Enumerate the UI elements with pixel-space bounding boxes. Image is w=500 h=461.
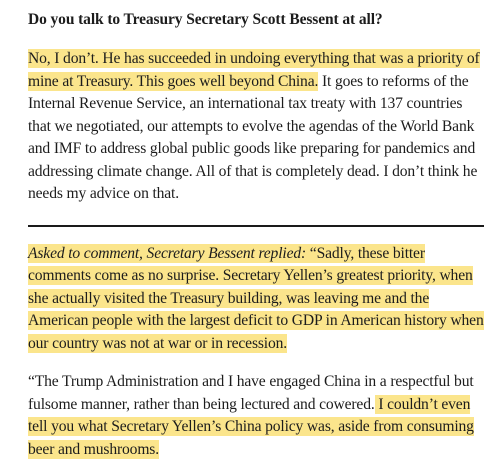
interview-question: Do you talk to Treasury Secretary Scott Bessent at all? [28,11,383,28]
response-quote-1: “Sadly, these bitter comments come as no surprise. Secretary Yellen’s greatest priority, when she actually visited the Treasury building, was leaving me and the American people with the largest deficit to GDP in American history when our country was not at war or in recession. [28,244,484,352]
response-quote-2-plain: “The Trump Administration and I have engaged China in a respectful but fulsome manner, rather than being lectured and cowered. [28,373,474,413]
response-paragraph-1 [28,243,484,356]
paragraph-gap [28,355,484,371]
highlighted-response-2: I couldn’t even tell you what Secretary Yellen’s China policy was, aside from consuming beer and mushrooms. [28,395,474,458]
highlighted-response-1 [28,244,484,353]
article-excerpt [28,10,484,461]
response-lead-italic: Asked to comment, Secretary Bessent replied: [28,244,307,262]
highlighted-answer-text: No, I don’t. He has succeeded in undoing everything that was a priority of mine at Treasury. This goes well beyond China. [28,50,480,90]
section-divider [28,225,484,227]
response-paragraph-2 [28,371,484,461]
answer-text: It goes to reforms of the Internal Revenue Service, an international tax treaty with 137 countries that we negotiated, our attempts to evolve the agendas of the World Bank and IMF to address global public goods like preparing for pandemics and addressing climate change. All of that is completely dead. I don’t think he needs my advice on that. [28,72,478,202]
answer-paragraph [28,48,484,206]
